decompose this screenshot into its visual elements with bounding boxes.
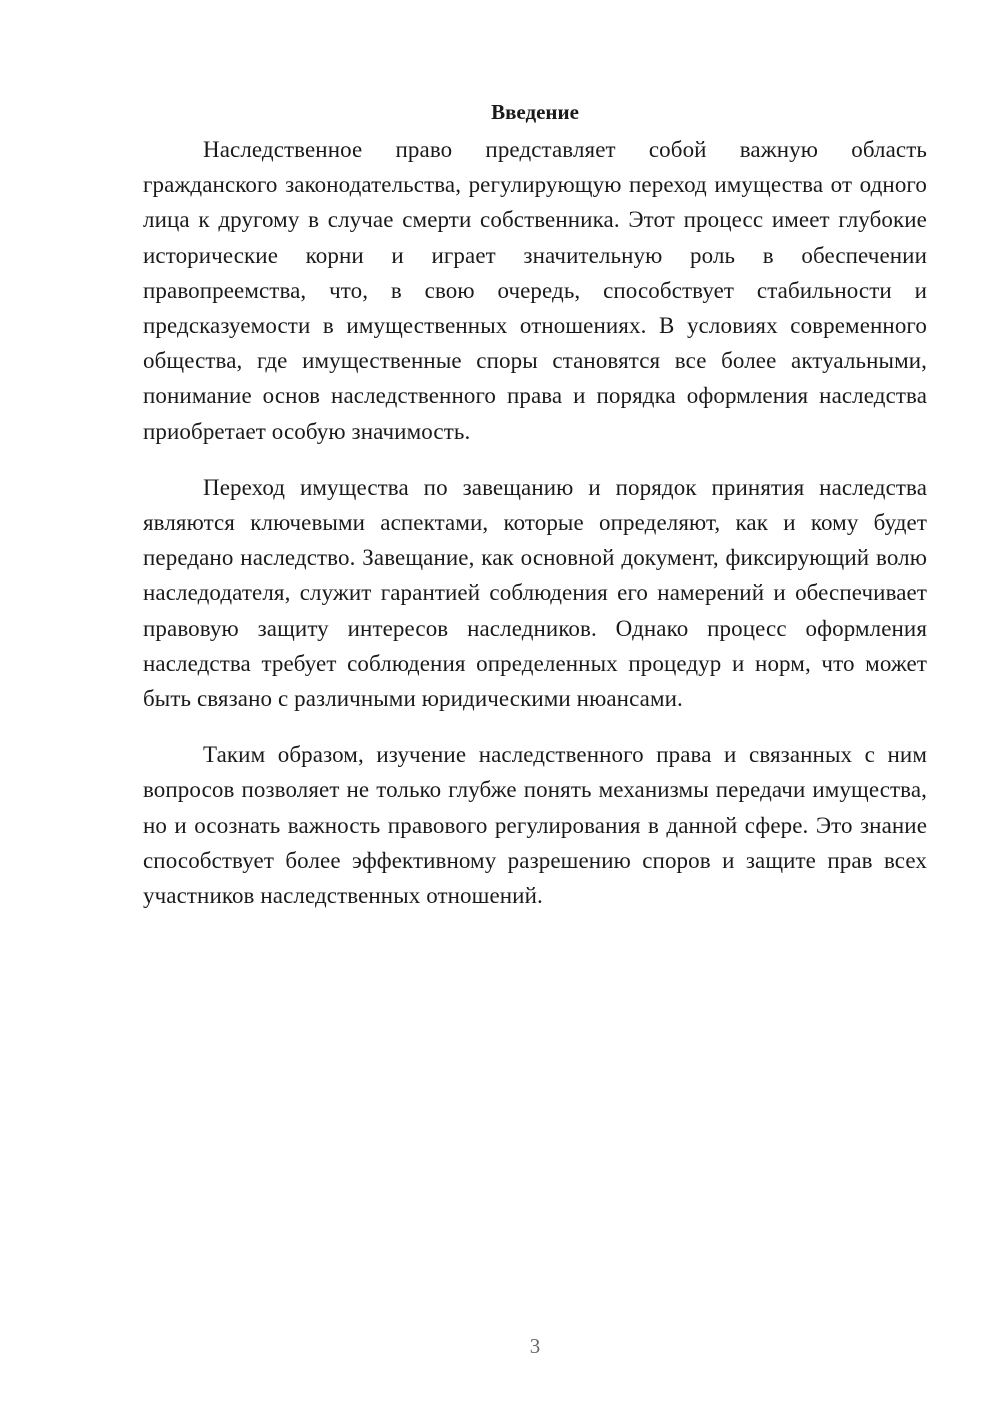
- section-title: Введение: [491, 100, 579, 124]
- paragraph-3: Таким образом, изучение наследственного права и связанных с ним вопросов позволяет не только глубже понять механизмы передачи имущества, но и осознать важность правового регулирования в данной сфере. Это знание способствует более эффективному разрешению споров и защите прав всех участников наследственных отношений.: [143, 742, 927, 909]
- page-content: [143, 98, 927, 934]
- page-number: 3: [529, 1334, 541, 1358]
- paragraph-1: Наследственное право представляет собой важную область гражданского законодательства, регулирующую переход имущества от одного лица к другому в случае смерти собственника. Этот процесс имеет глубокие исторические корни и играет значительную роль в обеспечении правопреемства, что, в свою очередь, способствует стабильности и предсказуемости в имущественных отношениях. В условиях современного общества, где имущественные споры становятся все более актуальными, понимание основ наследственного права и порядка оформления наследства приобретает особую значимость.: [143, 137, 927, 444]
- paragraph-2: Переход имущества по завещанию и порядок принятия наследства являются ключевыми аспектами, которые определяют, как и кому будет передано наследство. Завещание, как основной документ, фиксирующий волю наследодателя, служит гарантией соблюдения его намерений и обеспечивает правовую защиту интересов наследников. Однако процесс оформления наследства требует соблюдения определенных процедур и норм, что может быть связано с различными юридическими нюансами.: [143, 474, 927, 712]
